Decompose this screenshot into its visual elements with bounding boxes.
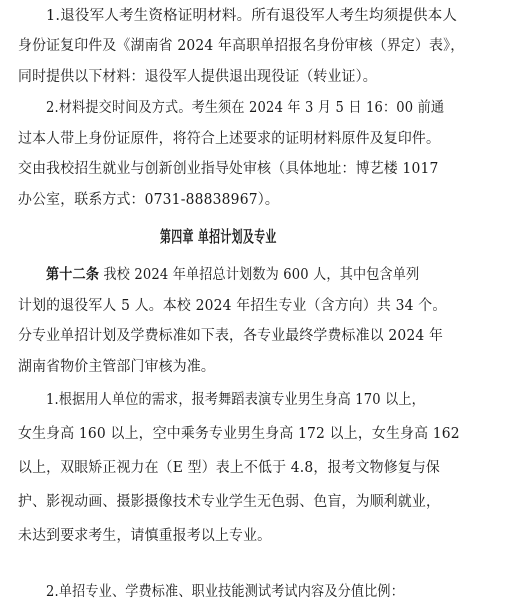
paragraph-line: 以上，双眼矫正视力在（E 型）表上不低于 4.8，报考文物修复与保 bbox=[18, 460, 441, 476]
paragraph-line: 交由我校招生就业与创新创业指导处审核（具体地址：博艺楼 1017 bbox=[18, 161, 439, 177]
article-number: 第十二条 bbox=[46, 266, 100, 283]
paragraph-line: 过本人带上身份证原件，将符合上述要求的证明材料原件及复印件。 bbox=[18, 131, 441, 147]
paragraph-line: 1.根据用人单位的需求，报考舞蹈表演专业男生身高 170 以上， bbox=[46, 392, 425, 408]
paragraph-line: 女生身高 160 以上，空中乘务专业男生身高 172 以上，女生身高 162 bbox=[18, 426, 460, 442]
paragraph-line: 身份证复印件及《湖南省 2024 年高职单招报名身份审核（界定）表》， bbox=[18, 38, 465, 54]
paragraph-line: 护、影视动画、摄影摄像技术专业学生无色弱、色盲，为顺利就业， bbox=[18, 494, 441, 510]
paragraph-line: 2.材料提交时间及方式。考生须在 2024 年 3 月 5 日 16：00 前通 bbox=[46, 100, 445, 116]
paragraph-line: 1.退役军人考生资格证明材料。所有退役军人考生均须提供本人 bbox=[46, 8, 458, 24]
paragraph-line: 湖南省物价主管部门审核为准。 bbox=[18, 359, 215, 375]
paragraph-line: 办公室，联系方式：0731-88838967）。 bbox=[18, 192, 279, 208]
paragraph-line: 分专业单招计划及学费标准如下表，各专业最终学费标准以 2024 年 bbox=[18, 328, 444, 344]
article-line bbox=[46, 265, 511, 285]
paragraph-line: 未达到要求考生，请慎重报考以上专业。 bbox=[18, 528, 272, 544]
paragraph-line: 同时提供以下材料：退役军人提供退出现役证（转业证）。 bbox=[18, 69, 377, 85]
article-text: 我校 2024 年单招总计划数为 600 人，其中包含单列 bbox=[103, 267, 420, 283]
chapter-heading: 第四章 单招计划及专业 bbox=[160, 227, 277, 246]
paragraph-line: 计划的退役军人 5 人。本校 2024 年招生专业（含方向）共 34 个。 bbox=[18, 298, 447, 314]
paragraph-line: 2.单招专业、学费标准、职业技能测试考试内容及分值比例： bbox=[46, 584, 404, 600]
